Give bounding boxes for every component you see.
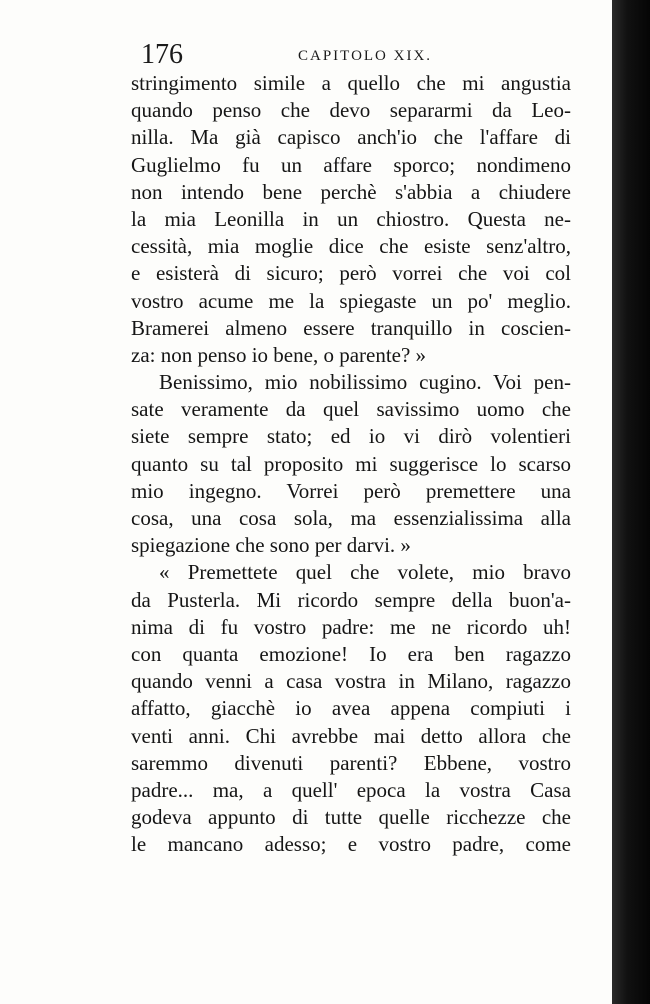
text-line: saremmo divenuti parenti? Ebbene, vostro — [131, 750, 571, 775]
text-line: venti anni. Chi avrebbe mai detto allora che — [131, 723, 571, 748]
text-line: con quanta emozione! Io era ben ragazzo — [131, 641, 571, 666]
page-number: 176 — [141, 39, 183, 70]
text-line: cessità, mia moglie dice che esiste senz'altro, — [131, 234, 571, 259]
running-head: CAPITOLO XIX. — [298, 48, 433, 64]
text-line: le mancano adesso; e vostro padre, come — [131, 832, 571, 857]
text-line: « Premettete quel che volete, mio bravo — [159, 560, 571, 585]
text-line: nilla. Ma già capisco anch'io che l'affare di — [131, 125, 571, 150]
text-line: vostro acume me la spiegaste un po' meglio. — [131, 288, 571, 313]
text-line: e esisterà di sicuro; però vorrei che voi col — [131, 261, 571, 286]
text-line: nima di fu vostro padre: me ne ricordo uh! — [131, 614, 571, 639]
text-line: quando penso che devo separarmi da Leo- — [131, 98, 571, 123]
body-text — [131, 70, 571, 858]
text-line: cosa, una cosa sola, ma essenzialissima alla — [131, 506, 571, 530]
text-line: padre... ma, a quell' epoca la vostra Casa — [131, 777, 571, 802]
text-line: non intendo bene perchè s'abbia a chiudere — [131, 179, 571, 204]
text-line: la mia Leonilla in un chiostro. Questa ne- — [131, 206, 571, 231]
text-line: Benissimo, mio nobilissimo cugino. Voi pen- — [159, 370, 571, 395]
text-line: za: non penso io bene, o parente? » — [131, 342, 427, 367]
text-line: quando venni a casa vostra in Milano, ragazzo — [131, 669, 571, 694]
text-line: quanto su tal proposito mi suggerisce lo scarso — [131, 451, 571, 476]
text-line: stringimento simile a quello che mi angustia — [131, 71, 571, 95]
scan-edge-shadow — [612, 0, 650, 1004]
text-line: Bramerei almeno essere tranquillo in coscien- — [131, 315, 571, 340]
text-line: spiegazione che sono per darvi. » — [131, 533, 411, 558]
text-line: affatto, giacchè io avea appena compiuti i — [131, 696, 571, 721]
text-line: mio ingegno. Vorrei però premettere una — [131, 478, 571, 503]
text-line: sate veramente da quel savissimo uomo che — [131, 397, 571, 422]
text-line: da Pusterla. Mi ricordo sempre della buon'a- — [131, 587, 571, 612]
text-line: godeva appunto di tutte quelle ricchezze che — [131, 805, 571, 830]
text-line: siete sempre stato; ed io vi dirò volentieri — [131, 424, 571, 449]
text-line: Guglielmo fu un affare sporco; nondimeno — [131, 152, 571, 177]
